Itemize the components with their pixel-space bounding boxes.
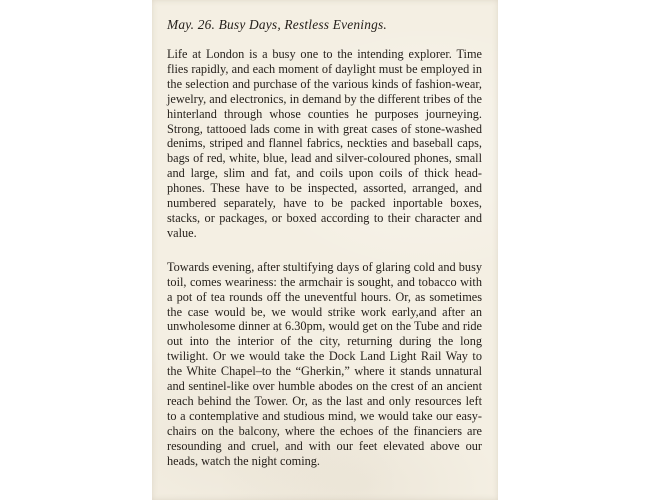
text-line: reach behind the Tower. Or, as the last and only resources left xyxy=(167,393,482,408)
page-content xyxy=(152,0,498,468)
text-line: jewelry, and electronics, in demand by the different tribes of the xyxy=(167,91,482,106)
text-line: numbered separately, have to be packed inportable boxes, xyxy=(167,196,482,211)
text-line: hinterland through whose counties he purposes journeying. xyxy=(167,106,482,121)
paragraph xyxy=(167,260,482,469)
text-line: toil, comes weariness: the armchair is sought, and tobacco with xyxy=(167,274,482,289)
text-line: Strong, tattooed lads come in with great cases of stone-washed xyxy=(167,121,482,136)
book-page xyxy=(152,0,498,500)
body-text xyxy=(167,47,482,468)
text-line: Towards evening, after stultifying days of glaring cold and busy xyxy=(167,259,482,274)
text-line: and sentinel-like over humble abodes on the crest of an ancient xyxy=(167,379,482,394)
text-line: to a contemplative and studious mind, we would take our easy- xyxy=(167,408,482,423)
text-line: Life at London is a busy one to the intending explorer. Time xyxy=(167,47,482,61)
page-title: May. 26. Busy Days, Restless Evenings. xyxy=(167,17,387,32)
text-line: stacks, or packages, or boxed according to their character and xyxy=(167,210,482,225)
text-line: bags of red, white, blue, lead and silver-coloured phones, small xyxy=(167,151,482,166)
text-line: heads, watch the night coming. xyxy=(167,453,320,468)
text-line: twilight. Or we would take the Dock Land Light Rail Way to xyxy=(167,349,482,364)
text-line: resounding and cruel, and with our feet elevated above our xyxy=(167,438,482,453)
text-line: denims, striped and flannel fabrics, neckties and baseball caps, xyxy=(167,136,482,151)
text-line: out into the interior of the city, returning during the long xyxy=(167,334,482,349)
text-line: the White Chapel–to the “Gherkin,” where it stands unnatural xyxy=(167,364,482,379)
text-line: and large, slim and fat, and coils upon coils of thick head- xyxy=(167,166,482,181)
text-line: the selection and purchase of the various kinds of fashion-wear, xyxy=(167,76,482,91)
text-line: flies rapidly, and each moment of daylight must be employed in xyxy=(167,61,482,76)
text-line: value. xyxy=(167,225,197,240)
text-line: unwholesome dinner at 6.30pm, would get on the Tube and ride xyxy=(167,319,482,334)
text-line: a pot of tea rounds off the uneventful hours. Or, as sometimes xyxy=(167,289,482,304)
text-line: phones. These have to be inspected, assorted, arranged, and xyxy=(167,181,482,196)
paragraph xyxy=(167,47,482,241)
text-line: the case would be, we would strike work early,and after an xyxy=(167,304,482,319)
text-line: chairs on the balcony, where the echoes of the financiers are xyxy=(167,423,482,438)
